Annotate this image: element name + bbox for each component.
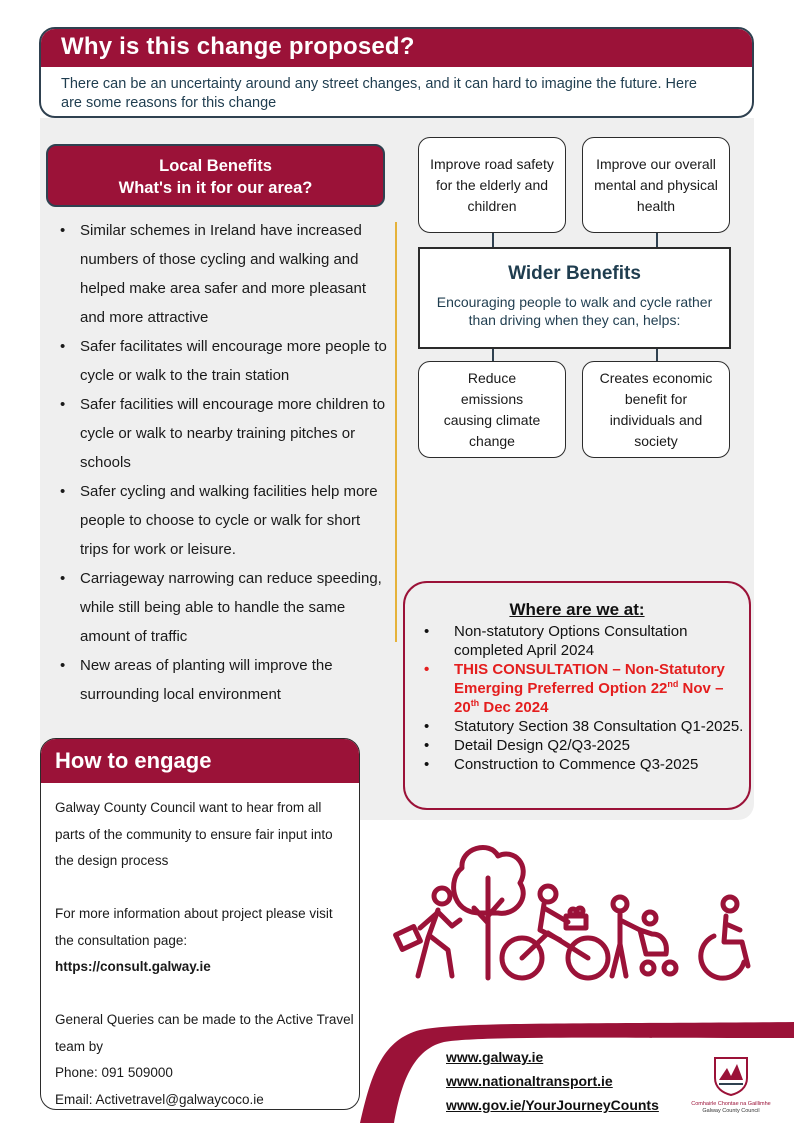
connector-line [656, 233, 658, 247]
logo-irish-name: Comhairle Chontae na Gaillimhe [691, 1101, 771, 1107]
ordinal-suffix: nd [667, 679, 679, 689]
benefit-economic-text: Creates economic benefit for individuals and society [599, 369, 713, 449]
timeline-item: • Statutory Section 38 Consultation Q1-2025. [424, 717, 744, 736]
engage-title: How to engage [55, 748, 212, 773]
local-benefits-title: Local Benefits [159, 157, 272, 175]
timeline-item: • Non-statutory Options Consultation completed April 2024 [424, 622, 744, 660]
link-gov[interactable]: www.gov.ie/YourJourneyCounts [446, 1097, 659, 1113]
benefit-road-safety-text: Improve road safety for the elderly and children [430, 155, 554, 214]
logo-english-name: Galway County Council [702, 1108, 760, 1114]
active-travel-illustration [390, 838, 770, 988]
list-item: • Safer facilitates will encourage more people to cycle or walk to the train station [60, 332, 390, 390]
tree-icon [454, 847, 524, 978]
consultation-link[interactable]: https://consult.galway.ie [55, 959, 211, 974]
column-divider [395, 222, 397, 642]
timeline-item-current-text: Nov – 20 [454, 680, 724, 716]
header-box [39, 27, 754, 118]
benefit-emissions-text: Reduce emissions causing climate change [443, 369, 541, 449]
local-benefits-list [60, 216, 390, 709]
council-crest-icon [711, 1054, 751, 1096]
timeline-item: • Construction to Commence Q3-2025 [424, 755, 744, 774]
link-galway[interactable]: www.galway.ie [446, 1049, 544, 1065]
wider-benefits-subtitle: Encouraging people to walk and cycle rather than driving when they can, helps: [436, 294, 713, 328]
timeline-list [424, 622, 744, 774]
engage-info: For more information about project please visit the consultation page: [55, 906, 333, 948]
list-item: • Similar schemes in Ireland have increased numbers of those cycling and walking and helped make area safer and more pleasant and more attractive [60, 216, 390, 332]
timeline-title: Where are we at: [509, 600, 645, 619]
timeline-item: • Detail Design Q2/Q3-2025 [424, 736, 744, 755]
engage-phone: Phone: 091 509000 [55, 1065, 173, 1080]
benefit-health-text: Improve our overall mental and physical health [594, 155, 718, 214]
parent-pushchair-icon [612, 897, 676, 976]
council-logo [688, 1054, 774, 1114]
local-benefits-header [46, 144, 385, 207]
engage-email[interactable]: Email: Activetravel@galwaycoco.ie [55, 1091, 264, 1107]
connector-line [656, 349, 658, 361]
engage-box [40, 738, 360, 1110]
wheelchair-user-icon [701, 897, 748, 978]
connector-line [492, 233, 494, 247]
page-title: Why is this change proposed? [61, 33, 415, 60]
timeline-item-current-text: Dec 2024 [479, 699, 549, 716]
connector-line [492, 349, 494, 361]
link-nta[interactable]: www.nationaltransport.ie [446, 1073, 613, 1089]
benefit-emissions [418, 361, 566, 458]
list-item: • Safer facilities will encourage more children to cycle or walk to nearby training pitches or schools [60, 390, 390, 477]
footer-links [446, 1049, 659, 1113]
benefit-road-safety [418, 137, 566, 233]
local-benefits-subtitle: What's in it for our area? [118, 179, 313, 197]
cyclist-icon [502, 886, 608, 978]
header-intro: There can be an uncertainty around any street changes, and it can hard to imagine the future. Here are some reasons for this change [61, 76, 697, 111]
engage-body [55, 795, 355, 1110]
pedestrian-icon [396, 888, 460, 976]
list-item: • New areas of planting will improve the surrounding local environment [60, 651, 390, 709]
ordinal-suffix: th [470, 698, 480, 708]
list-item: • Safer cycling and walking facilities help more people to choose to cycle or walk for short trips for work or leisure. [60, 477, 390, 564]
timeline-item-current-text: THIS CONSULTATION – Non-Statutory Emerging Preferred Option 22 [454, 661, 725, 697]
engage-queries: General Queries can be made to the Active Travel team by [55, 1012, 354, 1054]
list-item: • Carriageway narrowing can reduce speeding, while still being able to handle the same amount of traffic [60, 564, 390, 651]
benefit-economic [582, 361, 730, 458]
engage-intro: Galway County Council want to hear from all parts of the community to ensure fair input into the design process [55, 800, 333, 868]
benefit-health [582, 137, 730, 233]
timeline-item-current [424, 660, 744, 717]
wider-benefits-title: Wider Benefits [508, 263, 641, 284]
wider-benefits-box [418, 247, 731, 349]
